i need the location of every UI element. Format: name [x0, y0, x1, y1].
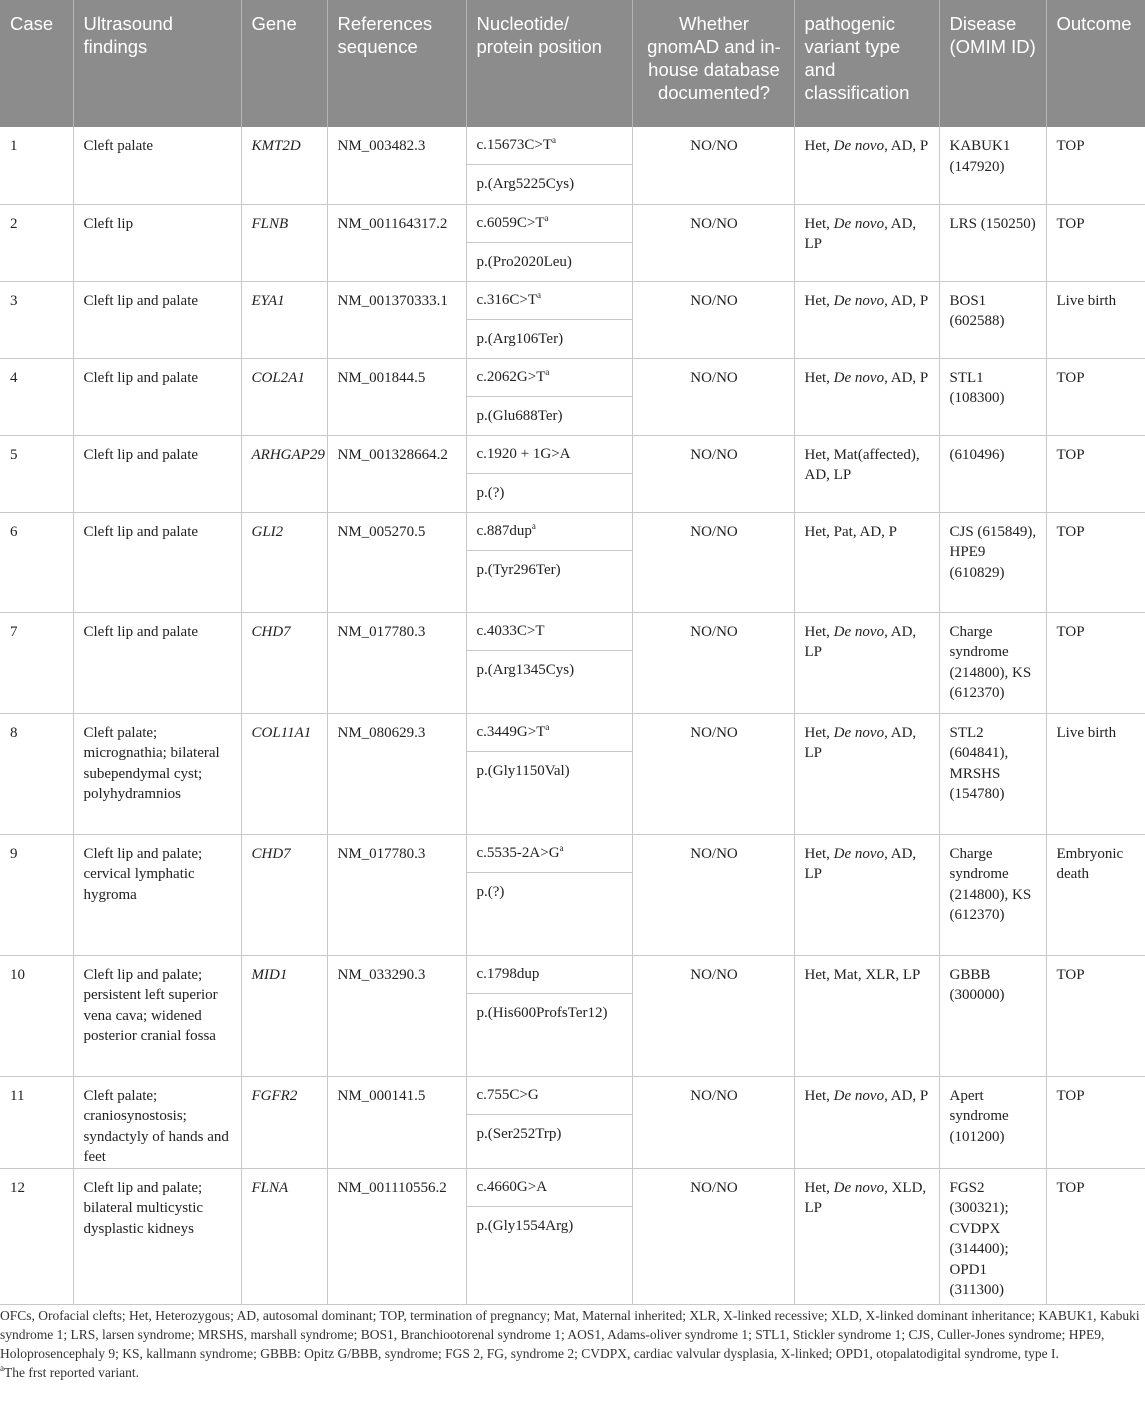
cell-disease: Charge syndrome (214800), KS (612370) — [939, 612, 1046, 713]
cell-disease: STL2 (604841), MRSHS (154780) — [939, 713, 1046, 834]
cell-ultrasound-findings: Cleft lip and palate — [73, 358, 241, 435]
table-row — [0, 435, 1145, 512]
footnote-abbreviations: OFCs, Orofacial clefts; Het, Heterozygous; AD, autosomal dominant; TOP, termination of pregnancy; Mat, Maternal inherited; XLR, X-linked recessive; XLD, X-linked dominant inheritance; KABUK1, Kabuki syndrome 1; LRS, larsen syndrome; MRSHS, marshall syndrome; BOS1, Branchiootorenal syndrome 1; AOS1, Adams-oliver syndrome 1; STL1, Stickler syndrome 1; CJS, Culler-Jones syndrome; HPE9, Holoprosencephaly 9; KS, kallmann syndrome; GBBB: Opitz G/BBB, syndrome; FGS 2, FG, syndrome 2; CVDPX, cardiac valvular dysplasia, X-linked; OPD1, otopalatodigital syndrome, type I. — [0, 1308, 1140, 1361]
cell-ultrasound-findings: Cleft palate; micrognathia; bilateral subependymal cyst; polyhydramnios — [73, 713, 241, 834]
cell-gene — [241, 127, 327, 204]
cell-disease: CJS (615849), HPE9 (610829) — [939, 512, 1046, 612]
cell-position — [466, 435, 632, 512]
cell-case: 4 — [0, 358, 73, 435]
cell-database-documented: NO/NO — [632, 713, 794, 834]
cell-position — [466, 1076, 632, 1168]
first-reported-mark: a — [544, 212, 549, 223]
cell-database-documented: NO/NO — [632, 512, 794, 612]
cell-case: 12 — [0, 1168, 73, 1304]
table-footnotes — [0, 1306, 1141, 1382]
cell-reference-sequence: NM_017780.3 — [327, 612, 466, 713]
nucleotide-position: c.887dup$^a$ — [467, 513, 632, 551]
cell-outcome: TOP — [1046, 127, 1145, 204]
cell-position — [466, 1168, 632, 1304]
first-reported-mark: a — [545, 721, 550, 732]
gene-name: ARHGAP29 — [251, 446, 325, 463]
table-row — [0, 358, 1145, 435]
cell-reference-sequence: NM_001370333.1 — [327, 281, 466, 358]
gene-name: GLI2 — [251, 523, 284, 540]
cell-database-documented: NO/NO — [632, 834, 794, 955]
cell-variant-type: Het, Pat, AD, P — [794, 512, 939, 612]
header-position: Nucleotide/ protein position — [466, 0, 632, 127]
table-row — [0, 955, 1145, 1076]
header-reference-sequence: References sequence — [327, 0, 466, 127]
nucleotide-position: $c.2062G>T^a$ — [467, 359, 632, 397]
nucleotide-position: $c.3449G>T^a$ — [467, 714, 632, 752]
nucleotide-position: $c.15673C>T^a$ — [467, 127, 632, 165]
cell-outcome: TOP — [1046, 955, 1145, 1076]
inheritance-de-novo: De novo — [833, 138, 885, 154]
cell-position — [466, 281, 632, 358]
cell-database-documented: NO/NO — [632, 955, 794, 1076]
cell-gene — [241, 834, 327, 955]
gene-name: COL11A1 — [251, 724, 312, 741]
cell-variant-type: Het, De novo, AD, LP — [794, 612, 939, 713]
cell-disease: LRS (150250) — [939, 204, 1046, 281]
header-case: Case — [0, 0, 73, 127]
header-database: Whether gnomAD and in-house database documented? — [632, 0, 794, 127]
table-row — [0, 1168, 1145, 1304]
first-reported-mark: a — [537, 289, 542, 300]
cell-gene — [241, 1076, 327, 1168]
cell-ultrasound-findings: Cleft lip and palate — [73, 281, 241, 358]
gene-name: MID1 — [251, 966, 288, 983]
cell-database-documented: NO/NO — [632, 281, 794, 358]
table-row — [0, 713, 1145, 834]
cell-position — [466, 834, 632, 955]
cell-outcome: TOP — [1046, 358, 1145, 435]
inheritance-de-novo: De novo — [833, 369, 885, 386]
gene-name: FLNA — [251, 1179, 289, 1196]
footnote-mark: a — [0, 1363, 4, 1373]
first-reported-mark: a — [545, 366, 550, 377]
cell-reference-sequence: NM_080629.3 — [327, 713, 466, 834]
table-row — [0, 1076, 1145, 1168]
inheritance-de-novo: De novo — [833, 1087, 885, 1104]
gene-name: FGFR2 — [251, 1087, 298, 1104]
header-ultrasound-findings: Ultrasound findings — [73, 0, 241, 127]
cell-outcome: TOP — [1046, 204, 1145, 281]
cell-position — [466, 512, 632, 612]
nucleotide-position: c.4033C>T — [467, 613, 632, 651]
cell-disease: Apert syndrome (101200) — [939, 1076, 1046, 1168]
protein-position: p.(Tyr296Ter) — [476, 561, 561, 578]
cell-variant-type: Het, De novo, XLD, LP — [794, 1168, 939, 1304]
inheritance-de-novo: De novo — [833, 1179, 885, 1196]
cell-gene — [241, 713, 327, 834]
protein-position: p.(Arg106Ter) — [476, 330, 564, 347]
cell-variant-type: Het, De novo, AD, P — [794, 1076, 939, 1168]
cell-gene — [241, 358, 327, 435]
cell-ultrasound-findings: Cleft palate; craniosynostosis; syndactyly of hands and feet — [73, 1076, 241, 1168]
gene-name: FLNB — [251, 215, 289, 232]
cell-disease: FGS2 (300321); CVDPX (314400); OPD1 (311300) — [939, 1168, 1046, 1304]
nucleotide-position: $c.5535-2A>G^a$ — [467, 835, 632, 873]
inheritance-de-novo: De novo — [833, 845, 885, 862]
table-row — [0, 281, 1145, 358]
cell-position — [466, 713, 632, 834]
cell-position — [466, 204, 632, 281]
table-row — [0, 204, 1145, 281]
header-disease: Disease (OMIM ID) — [939, 0, 1046, 127]
table-row — [0, 512, 1145, 612]
cell-disease: BOS1 (602588) — [939, 281, 1046, 358]
gene-name: KMT2D — [251, 138, 301, 154]
cell-ultrasound-findings: Cleft palate — [73, 127, 241, 204]
nucleotide-position: $c.6059C>T^a$ — [467, 205, 632, 243]
cell-disease: Charge syndrome (214800), KS (612370) — [939, 834, 1046, 955]
cell-outcome: Embryonic death — [1046, 834, 1145, 955]
protein-position: p.(Gly1554Arg) — [476, 1217, 574, 1234]
first-reported-mark: a — [531, 520, 536, 531]
cell-outcome: TOP — [1046, 435, 1145, 512]
cell-disease: STL1 (108300) — [939, 358, 1046, 435]
inheritance-de-novo: De novo — [833, 292, 885, 309]
cell-reference-sequence: NM_003482.3 — [327, 127, 466, 204]
cell-reference-sequence: NM_001164317.2 — [327, 204, 466, 281]
cell-database-documented: NO/NO — [632, 1076, 794, 1168]
protein-position: p.(?) — [476, 883, 505, 900]
protein-position: p.(His600ProfsTer12) — [476, 1004, 608, 1021]
cell-database-documented: NO/NO — [632, 358, 794, 435]
cell-case: 9 — [0, 834, 73, 955]
cell-gene — [241, 1168, 327, 1304]
header-variant-type: pathogenic variant type and classification — [794, 0, 939, 127]
cell-ultrasound-findings: Cleft lip and palate; bilateral multicystic dysplastic kidneys — [73, 1168, 241, 1304]
cell-outcome: TOP — [1046, 1168, 1145, 1304]
cell-gene — [241, 612, 327, 713]
cell-case: 3 — [0, 281, 73, 358]
table-row — [0, 612, 1145, 713]
protein-position: p.(Glu688Ter) — [476, 407, 563, 424]
gene-name: CHD7 — [251, 623, 291, 640]
inheritance-de-novo: De novo — [833, 724, 885, 741]
cell-disease: KABUK1 (147920) — [939, 127, 1046, 204]
cell-case: 8 — [0, 713, 73, 834]
cell-variant-type: Het, De novo, AD, LP — [794, 834, 939, 955]
cell-variant-type: Het, De novo, AD, LP — [794, 204, 939, 281]
cell-variant-type: Het, Mat, XLR, LP — [794, 955, 939, 1076]
cell-case: 6 — [0, 512, 73, 612]
cell-database-documented: NO/NO — [632, 612, 794, 713]
cell-variant-type: Het, De novo, AD, P — [794, 127, 939, 204]
cell-disease: (610496) — [939, 435, 1046, 512]
cell-ultrasound-findings: Cleft lip and palate; cervical lymphatic hygroma — [73, 834, 241, 955]
cell-ultrasound-findings: Cleft lip — [73, 204, 241, 281]
cell-reference-sequence: NM_001110556.2 — [327, 1168, 466, 1304]
table-row — [0, 834, 1145, 955]
cell-ultrasound-findings: Cleft lip and palate — [73, 435, 241, 512]
cell-gene — [241, 281, 327, 358]
cell-gene — [241, 435, 327, 512]
cell-database-documented: NO/NO — [632, 127, 794, 204]
cell-reference-sequence: NM_005270.5 — [327, 512, 466, 612]
cell-case: 5 — [0, 435, 73, 512]
cell-position — [466, 955, 632, 1076]
cell-reference-sequence: NM_017780.3 — [327, 834, 466, 955]
cell-case: 10 — [0, 955, 73, 1076]
cell-ultrasound-findings: Cleft lip and palate — [73, 512, 241, 612]
cell-variant-type: Het, De novo, AD, LP — [794, 713, 939, 834]
cell-outcome: Live birth — [1046, 713, 1145, 834]
inheritance-de-novo: De novo — [833, 623, 885, 640]
first-reported-mark: a — [552, 135, 557, 145]
cell-outcome: TOP — [1046, 1076, 1145, 1168]
cell-database-documented: NO/NO — [632, 435, 794, 512]
protein-position: p.(Gly1150Val) — [476, 762, 570, 779]
cell-position — [466, 612, 632, 713]
cell-reference-sequence: NM_001844.5 — [327, 358, 466, 435]
protein-position: p.(Arg5225Cys) — [476, 176, 575, 192]
cell-ultrasound-findings: Cleft lip and palate — [73, 612, 241, 713]
cell-position — [466, 358, 632, 435]
cell-database-documented: NO/NO — [632, 204, 794, 281]
nucleotide-position: $c.316C>T^a$ — [467, 282, 632, 320]
cell-gene — [241, 204, 327, 281]
footnote-first-reported — [0, 1363, 1141, 1382]
cell-gene — [241, 512, 327, 612]
header-row — [0, 0, 1145, 127]
gene-name: EYA1 — [251, 292, 285, 309]
cell-outcome: Live birth — [1046, 281, 1145, 358]
cell-variant-type: Het, Mat(affected), AD, LP — [794, 435, 939, 512]
cell-database-documented: NO/NO — [632, 1168, 794, 1304]
gene-name: CHD7 — [251, 845, 291, 862]
table-row — [0, 127, 1145, 204]
nucleotide-position: c.755C>G — [467, 1077, 632, 1115]
cell-reference-sequence: NM_001328664.2 — [327, 435, 466, 512]
first-reported-mark: a — [559, 842, 564, 853]
cell-disease: GBBB (300000) — [939, 955, 1046, 1076]
header-gene: Gene — [241, 0, 327, 127]
cell-ultrasound-findings: Cleft lip and palate; persistent left superior vena cava; widened posterior cranial fossa — [73, 955, 241, 1076]
cell-variant-type: Het, De novo, AD, P — [794, 281, 939, 358]
cell-position — [466, 127, 632, 204]
header-outcome: Outcome — [1046, 0, 1145, 127]
cell-gene — [241, 955, 327, 1076]
cell-case: 2 — [0, 204, 73, 281]
nucleotide-position: c.1798dup — [467, 956, 632, 994]
protein-position: p.(?) — [476, 484, 505, 501]
gene-name: COL2A1 — [251, 369, 305, 386]
cell-case: 7 — [0, 612, 73, 713]
inheritance-de-novo: De novo — [833, 215, 885, 232]
nucleotide-position: c.1920 + 1G>A — [467, 436, 632, 474]
cell-case: 1 — [0, 127, 73, 204]
cell-reference-sequence: NM_000141.5 — [327, 1076, 466, 1168]
cell-case: 11 — [0, 1076, 73, 1168]
footnote-text: The frst reported variant. — [4, 1365, 139, 1380]
cell-variant-type: Het, De novo, AD, P — [794, 358, 939, 435]
nucleotide-position: c.4660G>A — [467, 1169, 632, 1207]
cell-reference-sequence: NM_033290.3 — [327, 955, 466, 1076]
cell-outcome: TOP — [1046, 512, 1145, 612]
protein-position: p.(Ser252Trp) — [476, 1125, 562, 1142]
cell-outcome: TOP — [1046, 612, 1145, 713]
table-body — [0, 127, 1145, 1304]
protein-position: p.(Pro2020Leu) — [476, 253, 572, 270]
protein-position: p.(Arg1345Cys) — [476, 661, 575, 678]
